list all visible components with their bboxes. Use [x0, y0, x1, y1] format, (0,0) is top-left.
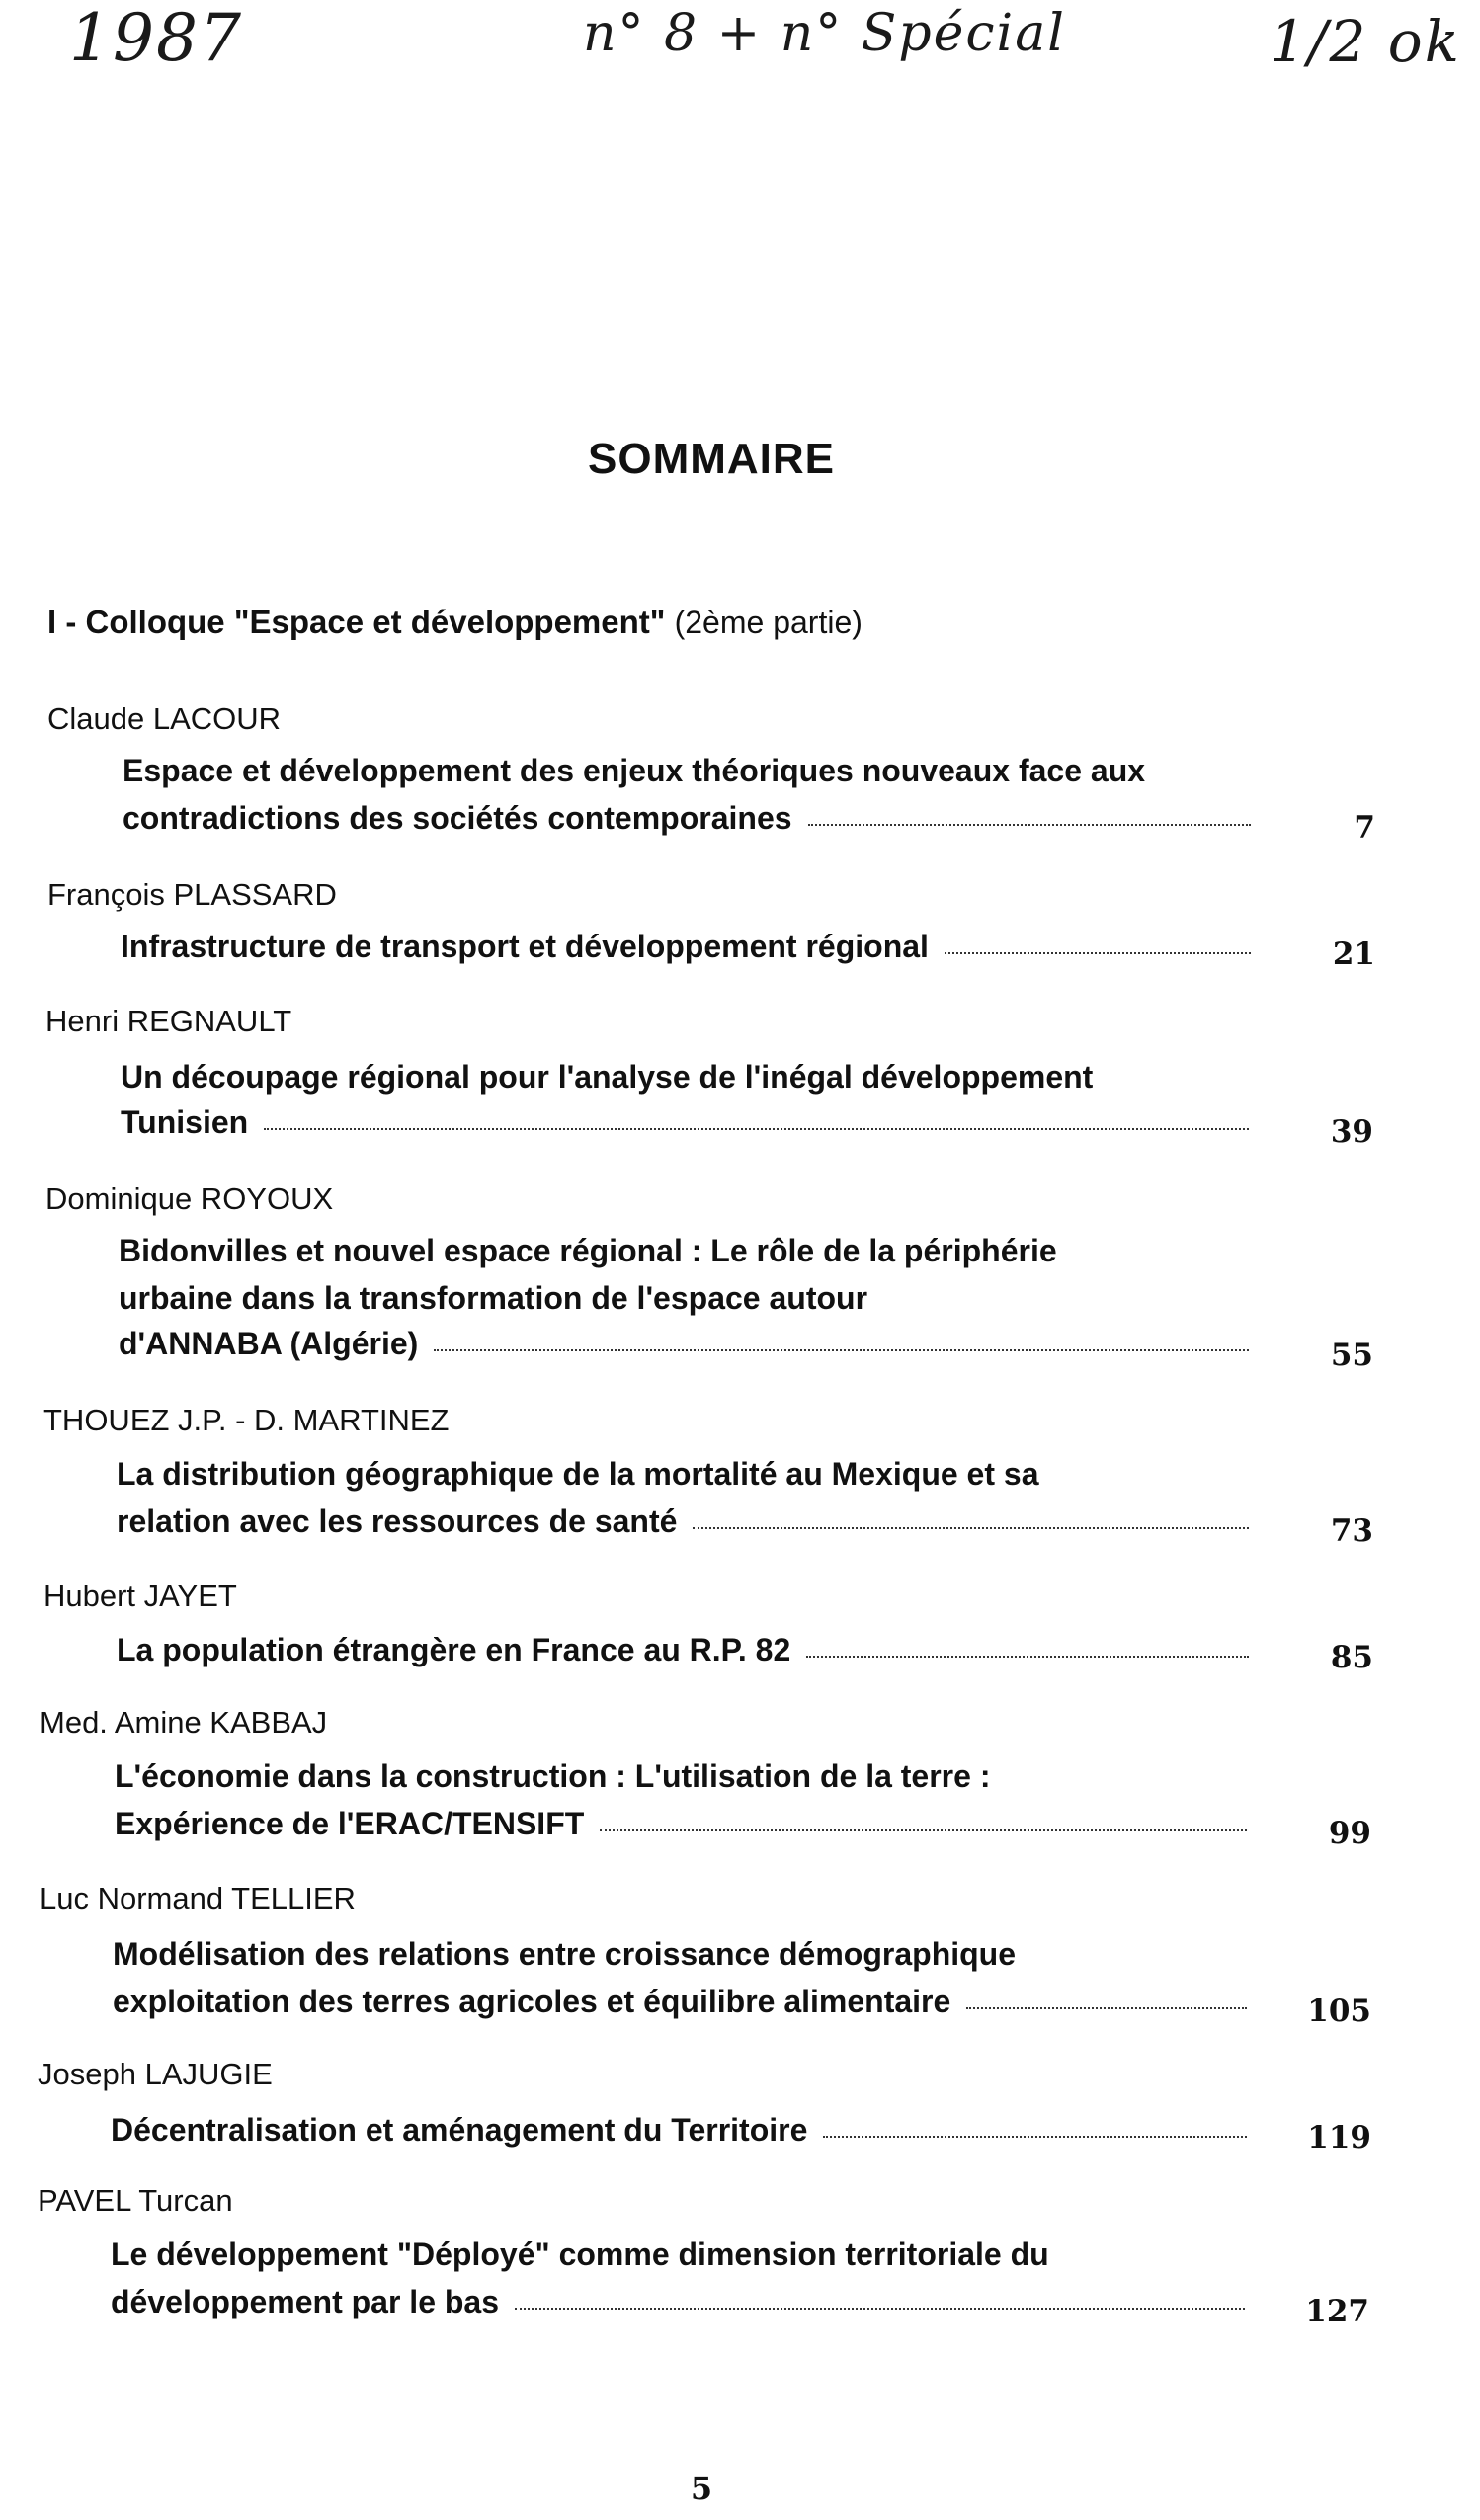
toc-title-last-line: [121, 929, 1257, 965]
toc-page-number: 21: [1332, 936, 1375, 972]
toc-page-number: 105: [1307, 1993, 1371, 2029]
section-label: I - Colloque "Espace et développement": [47, 604, 666, 640]
toc-author: Med. Amine KABBAJ: [40, 1705, 328, 1740]
toc-title-text: Expérience de l'ERAC/TENSIFT: [115, 1806, 585, 1841]
toc-title-last-line: [111, 2284, 1251, 2320]
toc-title-last-line: [111, 2112, 1253, 2149]
dot-leader: [823, 2135, 1247, 2138]
toc-title-last-line: [119, 1326, 1255, 1362]
toc-author: François PLASSARD: [47, 877, 337, 912]
toc-title-text: La population étrangère en France au R.P. 82: [117, 1632, 791, 1667]
toc-author: Joseph LAJUGIE: [38, 2057, 273, 2091]
toc-author: PAVEL Turcan: [38, 2183, 233, 2218]
toc-title-last-line: [117, 1504, 1255, 1540]
toc-title-line: La distribution géographique de la mortalité au Mexique et sa: [117, 1456, 1039, 1492]
toc-title-text: relation avec les ressources de santé: [117, 1504, 678, 1539]
toc-author: Luc Normand TELLIER: [40, 1881, 356, 1915]
section-heading: [47, 604, 863, 641]
section-part: (2ème partie): [674, 605, 863, 640]
toc-title-line: Modélisation des relations entre croissance démographique: [113, 1936, 1017, 1972]
page-number-footer: 5: [690, 2470, 713, 2507]
toc-title-text: Tunisien: [121, 1104, 249, 1140]
toc-page-number: 85: [1330, 1640, 1373, 1675]
toc-title-line: Le développement "Déployé" comme dimension territoriale du: [111, 2236, 1049, 2272]
toc-title-line: urbaine dans la transformation de l'espace autour: [119, 1280, 868, 1316]
handwritten-mark: 1/2 ok: [1270, 8, 1461, 75]
dot-leader: [808, 823, 1251, 826]
toc-title-text: exploitation des terres agricoles et équilibre alimentaire: [113, 1984, 951, 2019]
toc-page-number: 73: [1330, 1513, 1373, 1549]
toc-title-text: contradictions des sociétés contemporaines: [123, 800, 792, 836]
toc-title-last-line: [123, 800, 1257, 837]
toc-title-line: Bidonvilles et nouvel espace régional : Le rôle de la périphérie: [119, 1233, 1057, 1268]
toc-page-number: 119: [1307, 2120, 1371, 2155]
toc-title-text: Infrastructure de transport et développement régional: [121, 929, 929, 964]
toc-page-number: 7: [1354, 810, 1375, 846]
dot-leader: [693, 1526, 1249, 1529]
toc-title-line: Un découpage régional pour l'analyse de l'inégal développement: [121, 1059, 1094, 1095]
page-title: SOMMAIRE: [588, 435, 835, 483]
toc-author: Hubert JAYET: [43, 1579, 237, 1613]
toc-title-text: développement par le bas: [111, 2284, 500, 2319]
toc-author: Henri REGNAULT: [45, 1004, 292, 1038]
toc-page-number: 99: [1328, 1816, 1371, 1851]
dot-leader: [806, 1655, 1249, 1658]
handwritten-year: 1987: [69, 0, 243, 76]
handwritten-issue-note: n° 8 + n° Spécial: [583, 4, 1066, 63]
dot-leader: [434, 1348, 1249, 1351]
toc-page-number: 39: [1330, 1114, 1373, 1150]
toc-title-line: L'économie dans la construction : L'utilisation de la terre :: [115, 1758, 991, 1794]
toc-author: Claude LACOUR: [47, 701, 282, 736]
dot-leader: [264, 1127, 1249, 1130]
toc-page-number: 55: [1330, 1338, 1373, 1373]
dot-leader: [945, 951, 1251, 954]
toc-title-last-line: [117, 1632, 1255, 1668]
dot-leader: [515, 2307, 1245, 2310]
toc-page-number: 127: [1305, 2294, 1369, 2329]
toc-author: Dominique ROYOUX: [45, 1181, 334, 1216]
dot-leader: [966, 2006, 1247, 2009]
toc-title-last-line: [115, 1806, 1253, 1842]
toc-author: THOUEZ J.P. - D. MARTINEZ: [43, 1403, 450, 1437]
toc-title-last-line: [121, 1104, 1255, 1141]
toc-title-text: d'ANNABA (Algérie): [119, 1326, 419, 1361]
toc-title-text: Décentralisation et aménagement du Territoire: [111, 2112, 808, 2148]
dot-leader: [600, 1829, 1247, 1831]
toc-title-line: Espace et développement des enjeux théoriques nouveaux face aux: [123, 753, 1146, 788]
toc-title-last-line: [113, 1984, 1253, 2020]
